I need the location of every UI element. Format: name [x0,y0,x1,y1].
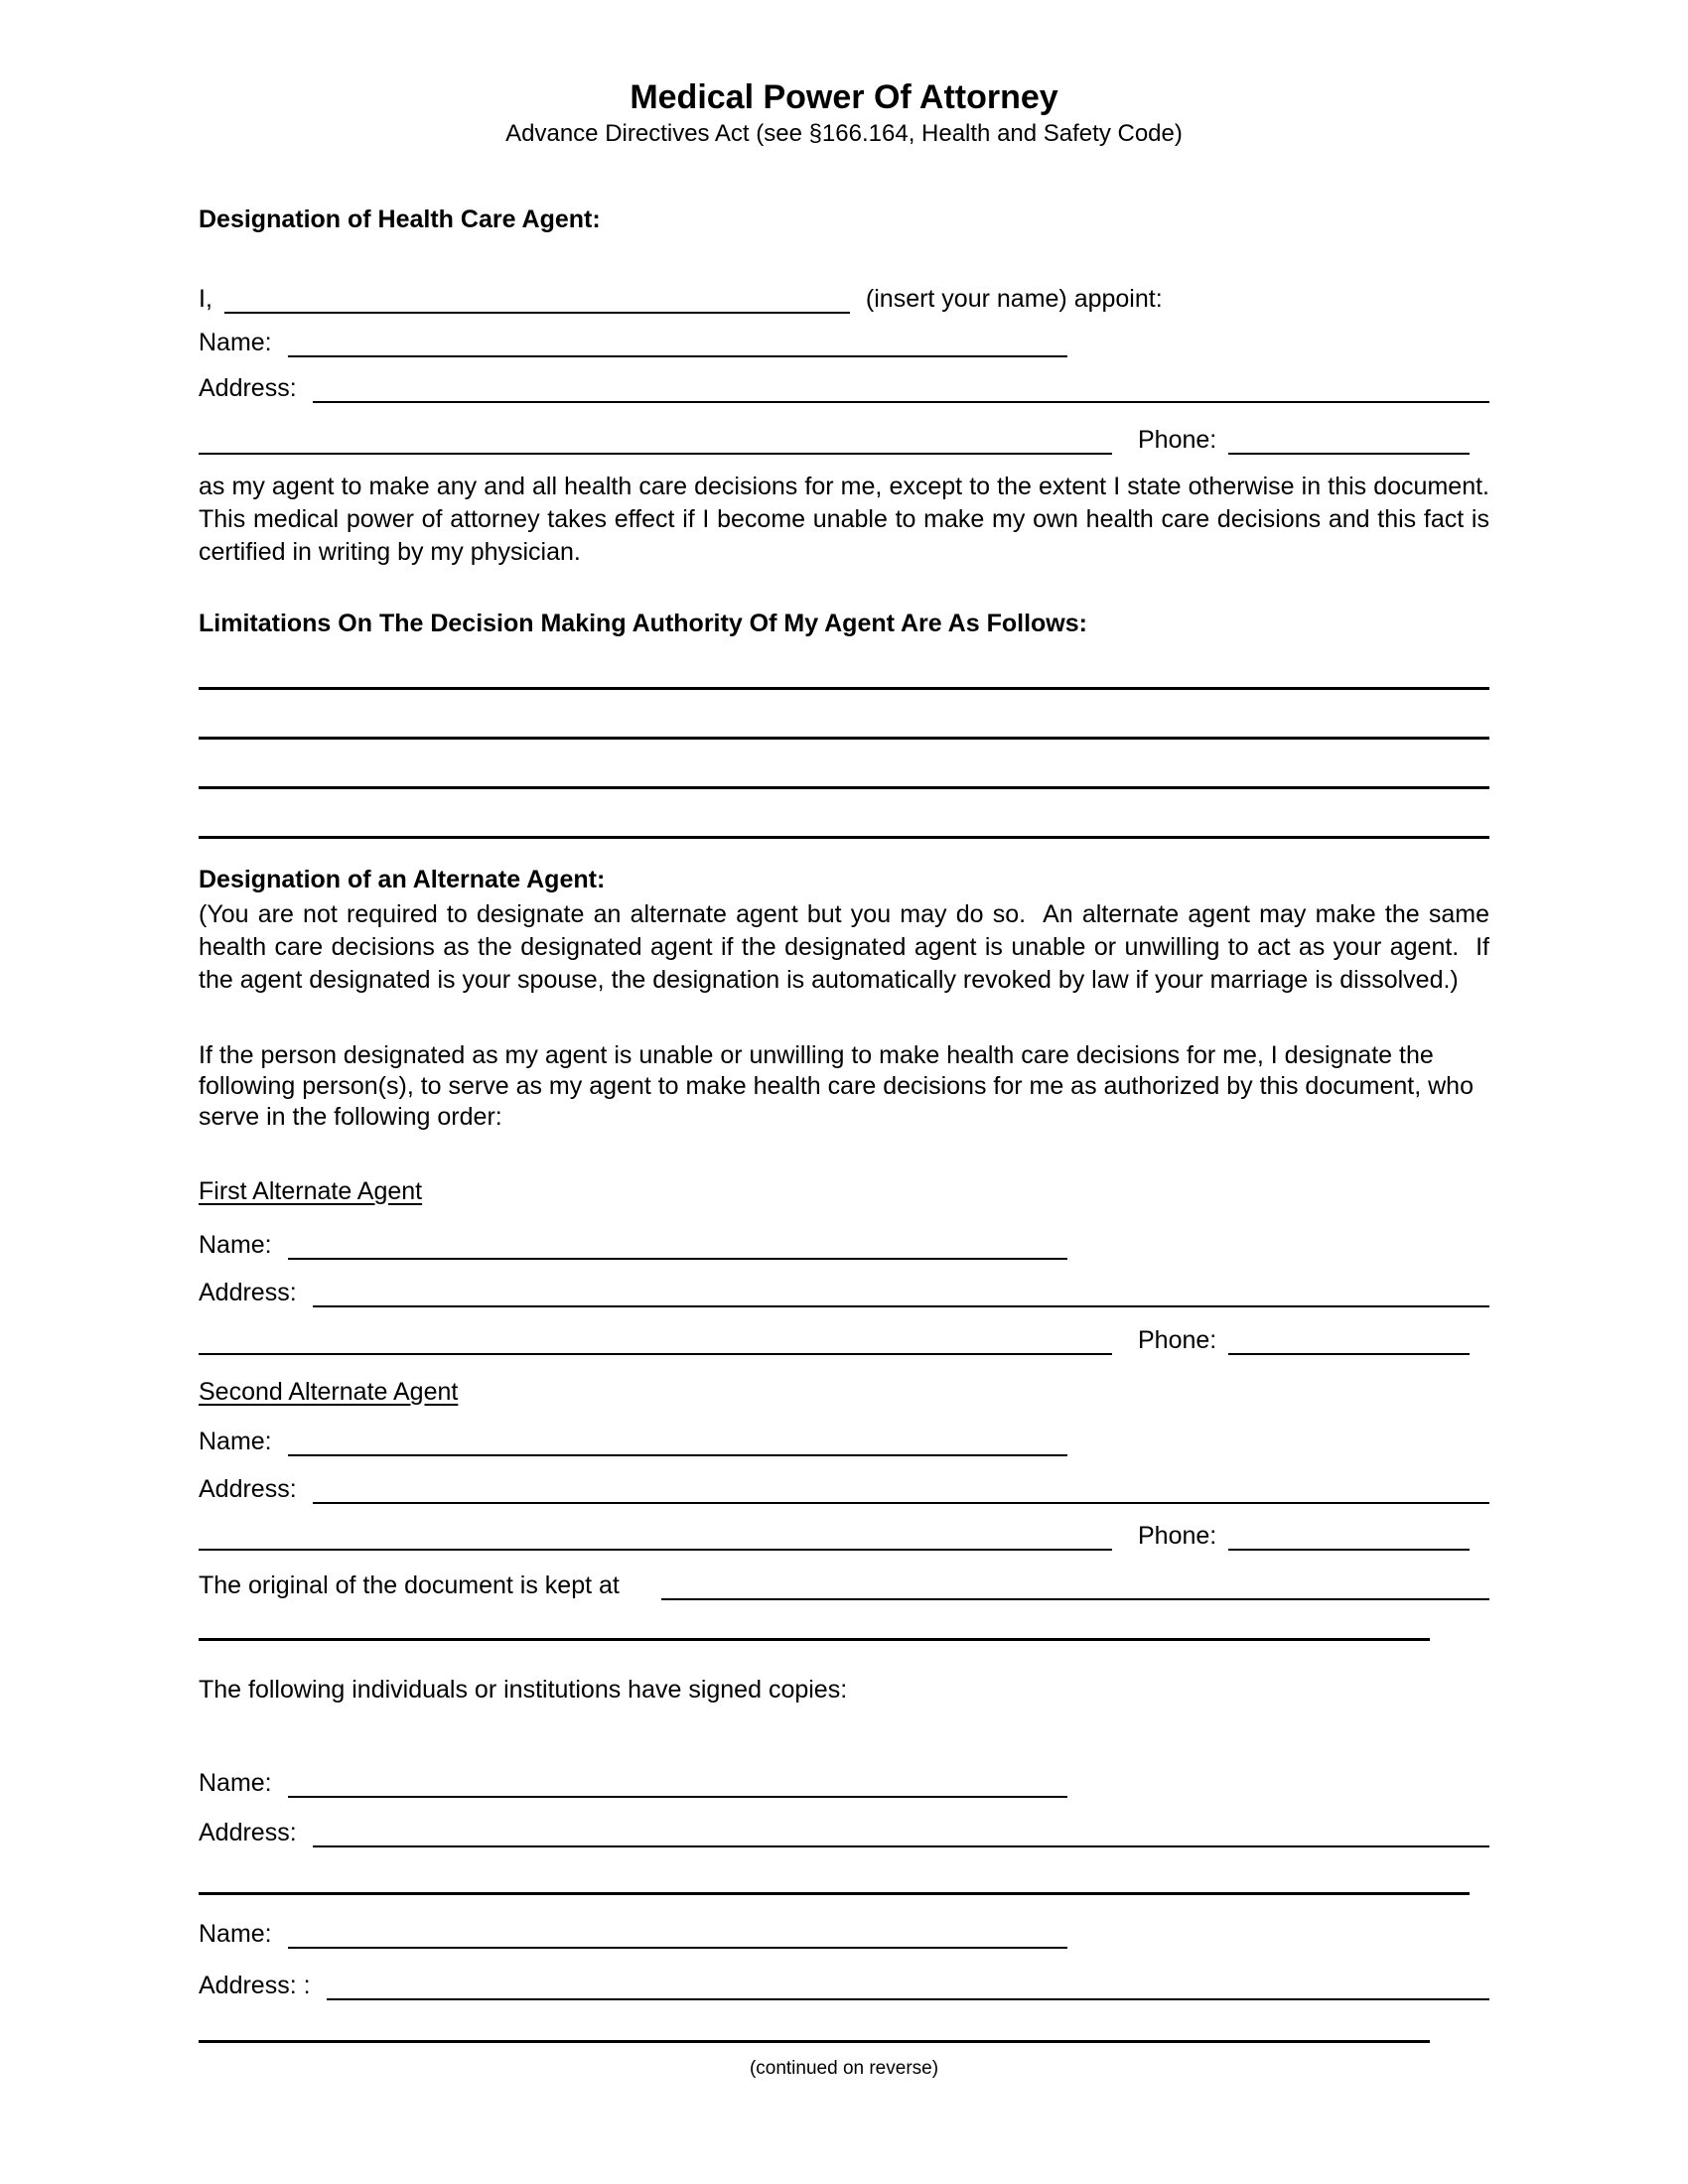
first-alt-address2-phone-row [199,1323,1489,1355]
agent-name-field[interactable] [288,326,1067,357]
phone-label: Phone: [1138,1326,1217,1354]
agent-name-row [199,326,1489,357]
appoint-prefix-label: I, [199,285,212,313]
name-label: Name: [199,1231,272,1259]
second-alt-name-field[interactable] [288,1425,1067,1456]
phone-label: Phone: [1138,1522,1217,1550]
address-label: Address: [199,1279,297,1306]
first-alt-address-field[interactable] [313,1276,1489,1307]
copy1-address-field[interactable] [313,1816,1489,1847]
appoint-suffix-label: (insert your name) appoint: [865,285,1163,313]
principal-name-field[interactable] [224,282,850,314]
kept-at-field[interactable] [661,1569,1489,1600]
limitations-line-3-field[interactable] [199,740,1489,789]
first-alt-address2-field[interactable] [199,1323,1112,1355]
section-heading-limitations: Limitations On The Decision Making Authority Of My Agent Are As Follows: [199,610,1087,637]
original-kept-at-row [199,1569,1489,1600]
address-label: Address: [199,1819,297,1846]
alternate-designation-note: (You are not required to designate an alternate agent but you may do so. An alternate agent may make the same health care decisions as the designated agent if the designated agent is unable or unwilling to act as your agent. If the agent designated is your spouse, the designation is automatically revoked by law if your marriage is dissolved.) [199,900,1496,994]
kept-at-line2-field[interactable] [199,1638,1430,1641]
appoint-row [199,282,1489,314]
copy2-address-field[interactable] [327,1969,1489,2000]
limitations-line-1-field[interactable] [199,640,1489,690]
address-label: Address: [199,374,297,402]
second-alt-address2-field[interactable] [199,1519,1112,1551]
continued-on-reverse-note: (continued on reverse) [749,2058,939,2079]
name-label: Name: [199,329,272,356]
agent-address2-field[interactable] [199,423,1112,455]
section-heading-agent-designation: Designation of Health Care Agent: [199,205,601,233]
name-label: Name: [199,1428,272,1455]
second-alt-phone-field[interactable] [1228,1519,1470,1551]
first-alt-phone-field[interactable] [1228,1323,1470,1355]
first-alternate-agent-heading: First Alternate Agent [199,1177,423,1205]
agent-address-field[interactable] [313,371,1489,403]
copy1-address-row [199,1816,1489,1847]
address-double-label: Address: : [199,1972,311,1999]
copy2-name-field[interactable] [288,1917,1067,1949]
agent-address-row [199,371,1489,403]
limitations-line-4-field[interactable] [199,789,1489,839]
first-alt-address-row [199,1276,1489,1307]
second-alt-address2-phone-row [199,1519,1489,1551]
copy2-name-row [199,1917,1489,1949]
page-subtitle: Advance Directives Act (see §166.164, Health and Safety Code) [505,120,1183,147]
first-alt-name-row [199,1228,1489,1260]
copy1-name-row [199,1766,1489,1798]
second-alternate-agent-heading: Second Alternate Agent [199,1378,459,1406]
agent-designation-body: as my agent to make any and all health care decisions for me, except to the extent I state otherwise in this document. This medical power of attorney takes effect if I become unable to make my own health care decisions and this fact is certified in writing by my physician. [199,473,1503,566]
copy2-address2-field[interactable] [199,2040,1430,2043]
copy2-address-row [199,1969,1489,2000]
kept-at-label: The original of the document is kept at [199,1571,620,1599]
second-alt-address-row [199,1472,1489,1504]
copy1-name-field[interactable] [288,1766,1067,1798]
first-alt-name-field[interactable] [288,1228,1067,1260]
name-label: Name: [199,1920,272,1948]
phone-label: Phone: [1138,426,1217,454]
agent-phone-field[interactable] [1228,423,1470,455]
agent-address2-phone-row [199,421,1489,455]
section-heading-alternate-designation: Designation of an Alternate Agent: [199,866,606,893]
alternate-designation-body: If the person designated as my agent is unable or unwilling to make health care decisions for me, I designate the following person(s), to serve as my agent to make health care decisions for me as authorized by this document, who serve in the following order: [199,1041,1480,1131]
page-title: Medical Power Of Attorney [630,78,1058,116]
limitations-line-2-field[interactable] [199,690,1489,740]
second-alt-name-row [199,1425,1489,1456]
name-label: Name: [199,1769,272,1797]
copy1-address2-field[interactable] [199,1892,1470,1895]
signed-copies-heading: The following individuals or institutions have signed copies: [199,1676,848,1704]
second-alt-address-field[interactable] [313,1472,1489,1504]
address-label: Address: [199,1475,297,1503]
limitations-lines [199,640,1489,839]
